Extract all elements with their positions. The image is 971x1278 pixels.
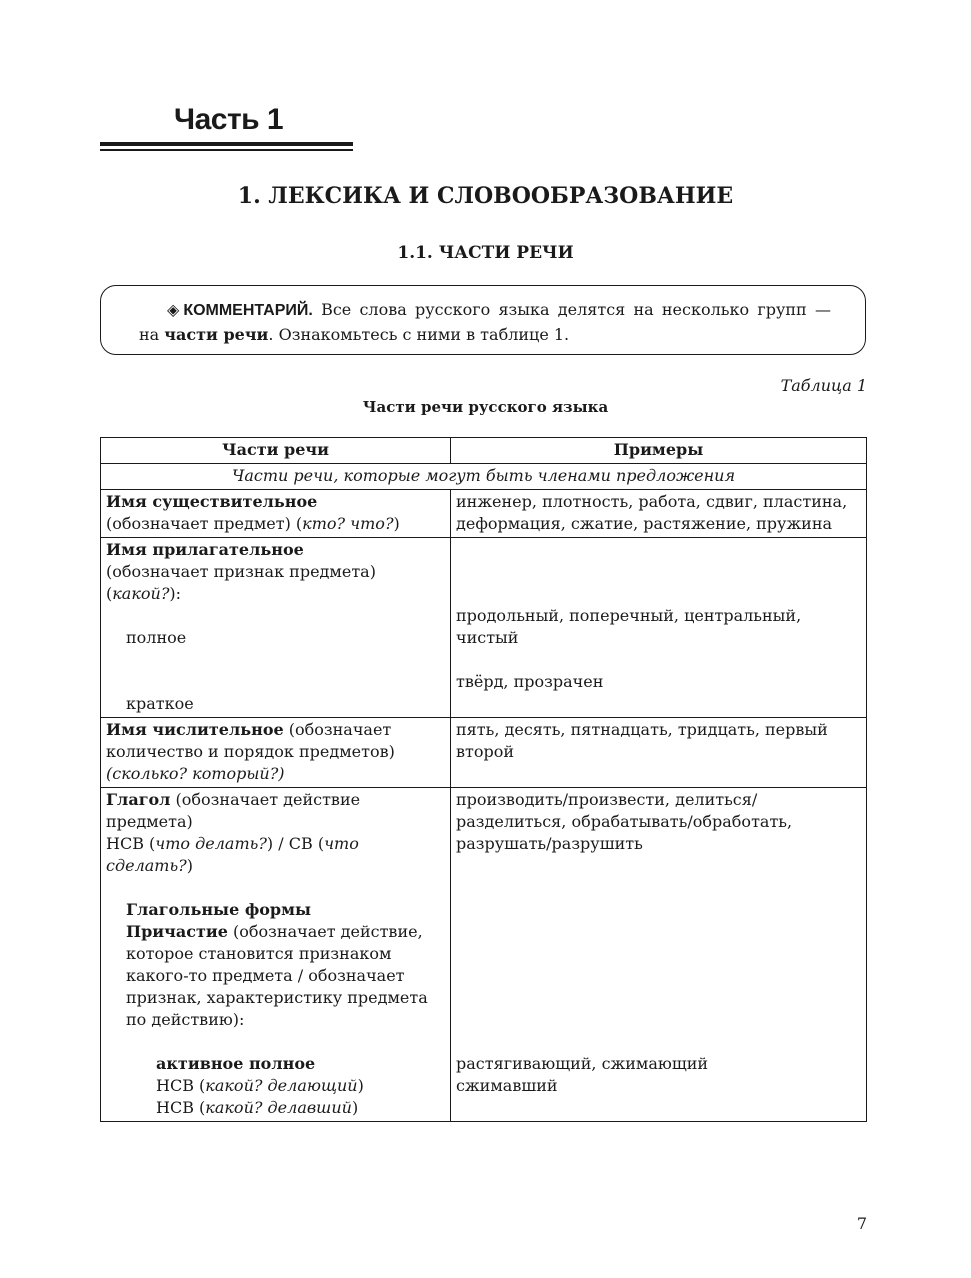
table-subheader-row [101, 464, 867, 490]
adjective-name: Имя прилагательное [106, 540, 304, 559]
numeral-question: (сколько? который?) [106, 764, 285, 783]
comment-word: на [633, 300, 654, 319]
adjective-full-label: полное [126, 628, 187, 647]
adjective-examples: продольный, поперечный, центральный, чистый твёрд, прозрачен [451, 538, 867, 718]
comment-word: Все [321, 300, 352, 319]
page-number: 7 [856, 1214, 867, 1233]
header-parts-of-speech: Части речи [101, 438, 451, 464]
comment-word: русского [415, 300, 491, 319]
comment-box [100, 285, 866, 355]
comment-word: слова [359, 300, 407, 319]
parts-of-speech-table [100, 437, 867, 1122]
part-rule-thin [100, 149, 353, 151]
comment-text: . Ознакомьтесь с ними в таблице 1. [268, 325, 570, 344]
verb-line-1: Глагол (обозначает действие предмета) [106, 790, 361, 831]
comment-line-1 [139, 298, 831, 323]
numeral-line-2: количество и порядок предметов) [106, 742, 395, 761]
noun-cell [101, 490, 451, 538]
table-row-numeral [101, 718, 867, 788]
noun-desc: (обозначает предмет) (кто? что?) [106, 514, 400, 533]
noun-examples: инженер, плотность, работа, сдвиг, пластина, деформация, сжатие, растяжение, пружина [451, 490, 867, 538]
header-examples: Примеры [451, 438, 867, 464]
numeral-line-1: Имя числительное (обозначает [106, 720, 392, 739]
comment-text: на [139, 325, 165, 344]
numeral-examples: пять, десять, пятнадцать, тридцать, первый второй [451, 718, 867, 788]
chapter-title: 1. ЛЕКСИКА И СЛОВООБРАЗОВАНИЕ [237, 183, 734, 209]
adjective-cell [101, 538, 451, 718]
verb-examples: производить/произвести, делиться/ разделиться, обрабатывать/обработать, разрушать/разрушить растягивающий, сжимающий сжимавший [451, 788, 867, 1122]
active-full-title: активное полное [156, 1054, 316, 1073]
comment-word: несколько [661, 300, 750, 319]
part-rule-thick [100, 142, 353, 146]
table-row-noun [101, 490, 867, 538]
active-row-1: НСВ (какой? делающий) [156, 1076, 364, 1095]
verb-cell: Глагол (обозначает действие предмета) НСВ (что делать?) / СВ (что сделать?) Глагольные формы Причастие (обозначает действие, которое становится признаком какого-то предмета / обозначает признак, характеристику предмета по действию): активное полное НСВ (какой? делающий) НСВ (какой? делавший) [101, 788, 451, 1122]
comment-word: — [814, 300, 831, 319]
diamond-icon: ◈ [167, 300, 180, 319]
part-title: Часть 1 [174, 103, 284, 136]
table-title: Части речи русского языка [362, 398, 609, 416]
part-heading [100, 100, 353, 151]
verb-forms-title: Глагольные формы [126, 900, 312, 919]
comment-bold-term: части речи [164, 325, 269, 344]
numeral-cell [101, 718, 451, 788]
table-row-verb [101, 788, 867, 1122]
participle-line-1: Причастие (обозначает действие, [126, 922, 423, 941]
comment-word: групп [757, 300, 807, 319]
table-header-row [101, 438, 867, 464]
active-row-2: НСВ (какой? делавший) [156, 1098, 359, 1117]
verb-line-2: НСВ (что делать?) / СВ (что сделать?) [106, 834, 359, 875]
comment-word: делятся [557, 300, 626, 319]
comment-word: языка [498, 300, 550, 319]
adjective-desc: (обозначает признак предмета) (какой?): [106, 562, 376, 603]
comment-label: КОММЕНТАРИЙ. [183, 302, 313, 319]
noun-name: Имя существительное [106, 492, 318, 511]
table-row-adjective [101, 538, 867, 718]
table-subheader: Части речи, которые могут быть членами предложения [101, 464, 867, 490]
comment-line-2 [139, 323, 831, 347]
section-title: 1.1. ЧАСТИ РЕЧИ [397, 243, 574, 263]
table-caption: Таблица 1 [780, 376, 867, 395]
adjective-short-label: краткое [126, 694, 194, 713]
comment-label-wrap [167, 298, 313, 323]
